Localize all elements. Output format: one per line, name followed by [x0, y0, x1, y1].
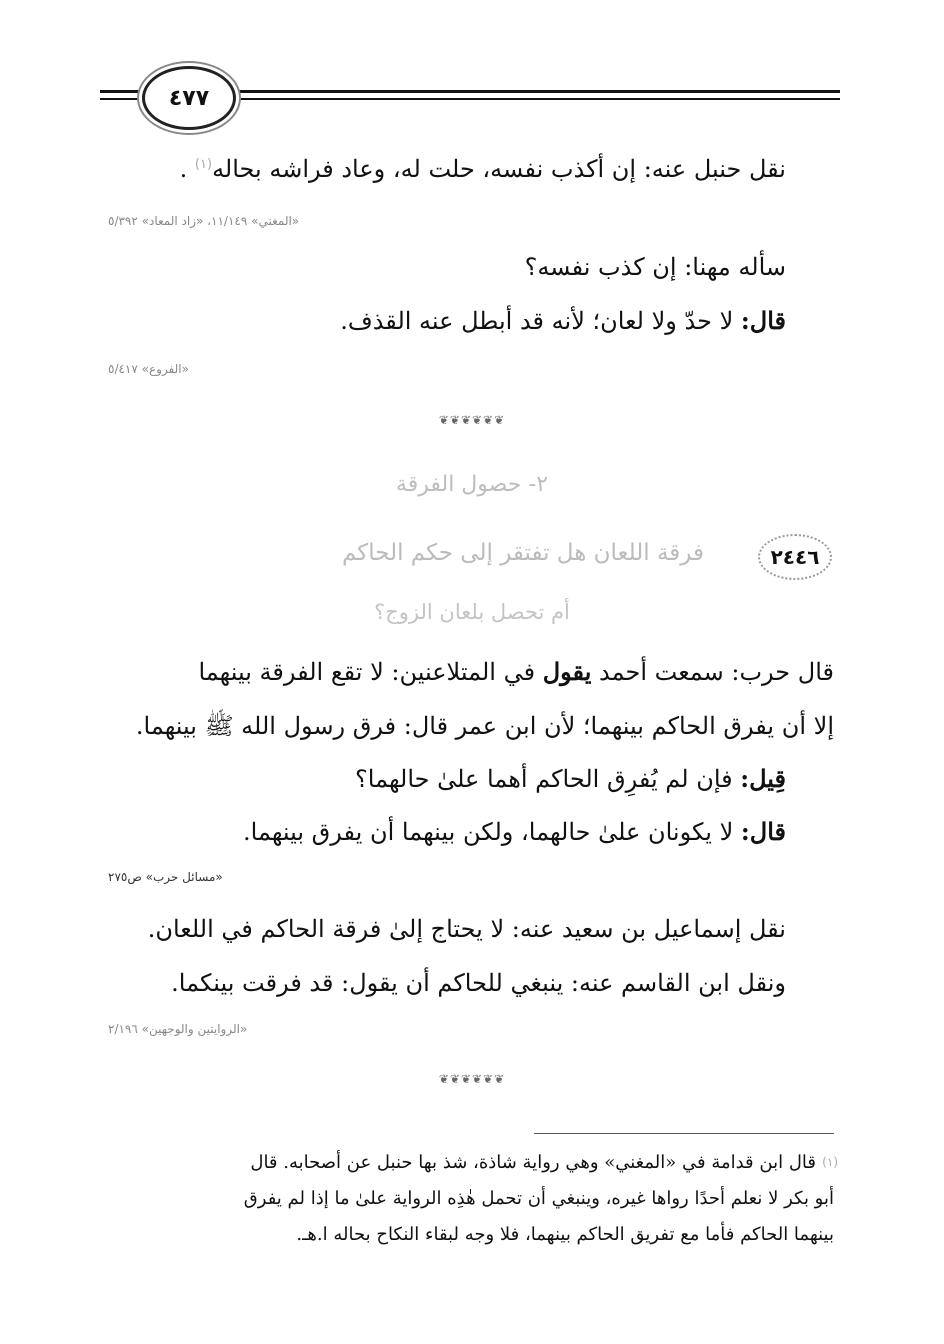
question-text: فإن لم يُفرِق الحاكم أهما علىٰ حالهما؟	[355, 765, 733, 793]
footnote-separator	[534, 1133, 834, 1134]
bold-word: يقول	[542, 657, 592, 686]
text-line	[180, 148, 786, 186]
footnote-line: بينهما الحاكم فأما مع تفريق الحاكم بينهما، فلا وجه لبقاء النكاح بحاله ا.هـ.	[296, 1224, 834, 1245]
question-label: قِيل:	[740, 764, 786, 793]
answer-line	[340, 304, 786, 338]
answer-text: لا حدّ ولا لعان؛ لأنه قد أبطل عنه القذف.	[340, 307, 734, 335]
narration-text: نقل حنبل عنه: إن أكذب نفسه، حلت له، وعاد فراشه بحاله	[212, 155, 786, 183]
text-span: في المتلاعنين: لا تقع الفرقة بينهما	[198, 658, 536, 686]
page-header	[100, 62, 840, 138]
text-line	[198, 655, 834, 689]
question-line	[355, 762, 786, 796]
text-line: ونقل ابن القاسم عنه: ينبغي للحاكم أن يقول: قد فرقت بينكما.	[171, 969, 786, 997]
question-number: ٢٤٤٦	[770, 545, 820, 569]
citation: «المغني» ١١/١٤٩، «زاد المعاد» ٥/٣٩٢	[108, 214, 300, 228]
answer-line	[243, 815, 786, 849]
citation: «مسائل حرب» ص٢٧٥	[108, 870, 223, 884]
text-line: نقل إسماعيل بن سعيد عنه: لا يحتاج إلىٰ فرقة الحاكم في اللعان.	[147, 915, 786, 943]
question-line: سأله مهنا: إن كذب نفسه؟	[524, 253, 786, 281]
footnote-line: أبو بكر لا نعلم أحدًا رواها غيره، وينبغي أن تحمل هٰذِه الرواية علىٰ ما إذا لم يفرق	[243, 1188, 834, 1209]
answer-label: قال:	[740, 306, 786, 335]
section-ornament: ❦❦❦❦❦❦	[438, 1072, 506, 1086]
period: .	[179, 155, 188, 183]
footnote-line: قال ابن قدامة في «المغني» وهي رواية شاذة، شذ بها حنبل عن أصحابه. قال	[250, 1152, 816, 1173]
page-number-badge	[142, 66, 236, 130]
answer-label: قال:	[740, 817, 786, 846]
text-line: إلا أن يفرق الحاكم بينهما؛ لأن ابن عمر قال: فرق رسول الله ﷺ بينهما.	[135, 712, 834, 740]
question-subtitle: أم تحصل بلعان الزوج؟	[374, 600, 570, 624]
question-number-badge	[758, 534, 832, 580]
footnote-ref[interactable]: (١)	[194, 157, 213, 172]
page-number: ٤٧٧	[168, 85, 210, 111]
answer-text: لا يكونان علىٰ حالهما، ولكن بينهما أن يفرق بينهما.	[243, 818, 734, 846]
section-title: ٢- حصول الفرقة	[395, 472, 549, 497]
citation: «الفروع» ٥/٤١٧	[108, 362, 189, 376]
question-title: فرقة اللعان هل تفتقر إلى حكم الحاكم	[341, 540, 704, 566]
citation: «الروايتين والوجهين» ٢/١٩٦	[108, 1022, 248, 1036]
section-ornament: ❦❦❦❦❦❦	[438, 413, 506, 427]
text-span: قال حرب: سمعت أحمد	[599, 658, 834, 686]
footnote-mark: (١)	[822, 1155, 838, 1169]
